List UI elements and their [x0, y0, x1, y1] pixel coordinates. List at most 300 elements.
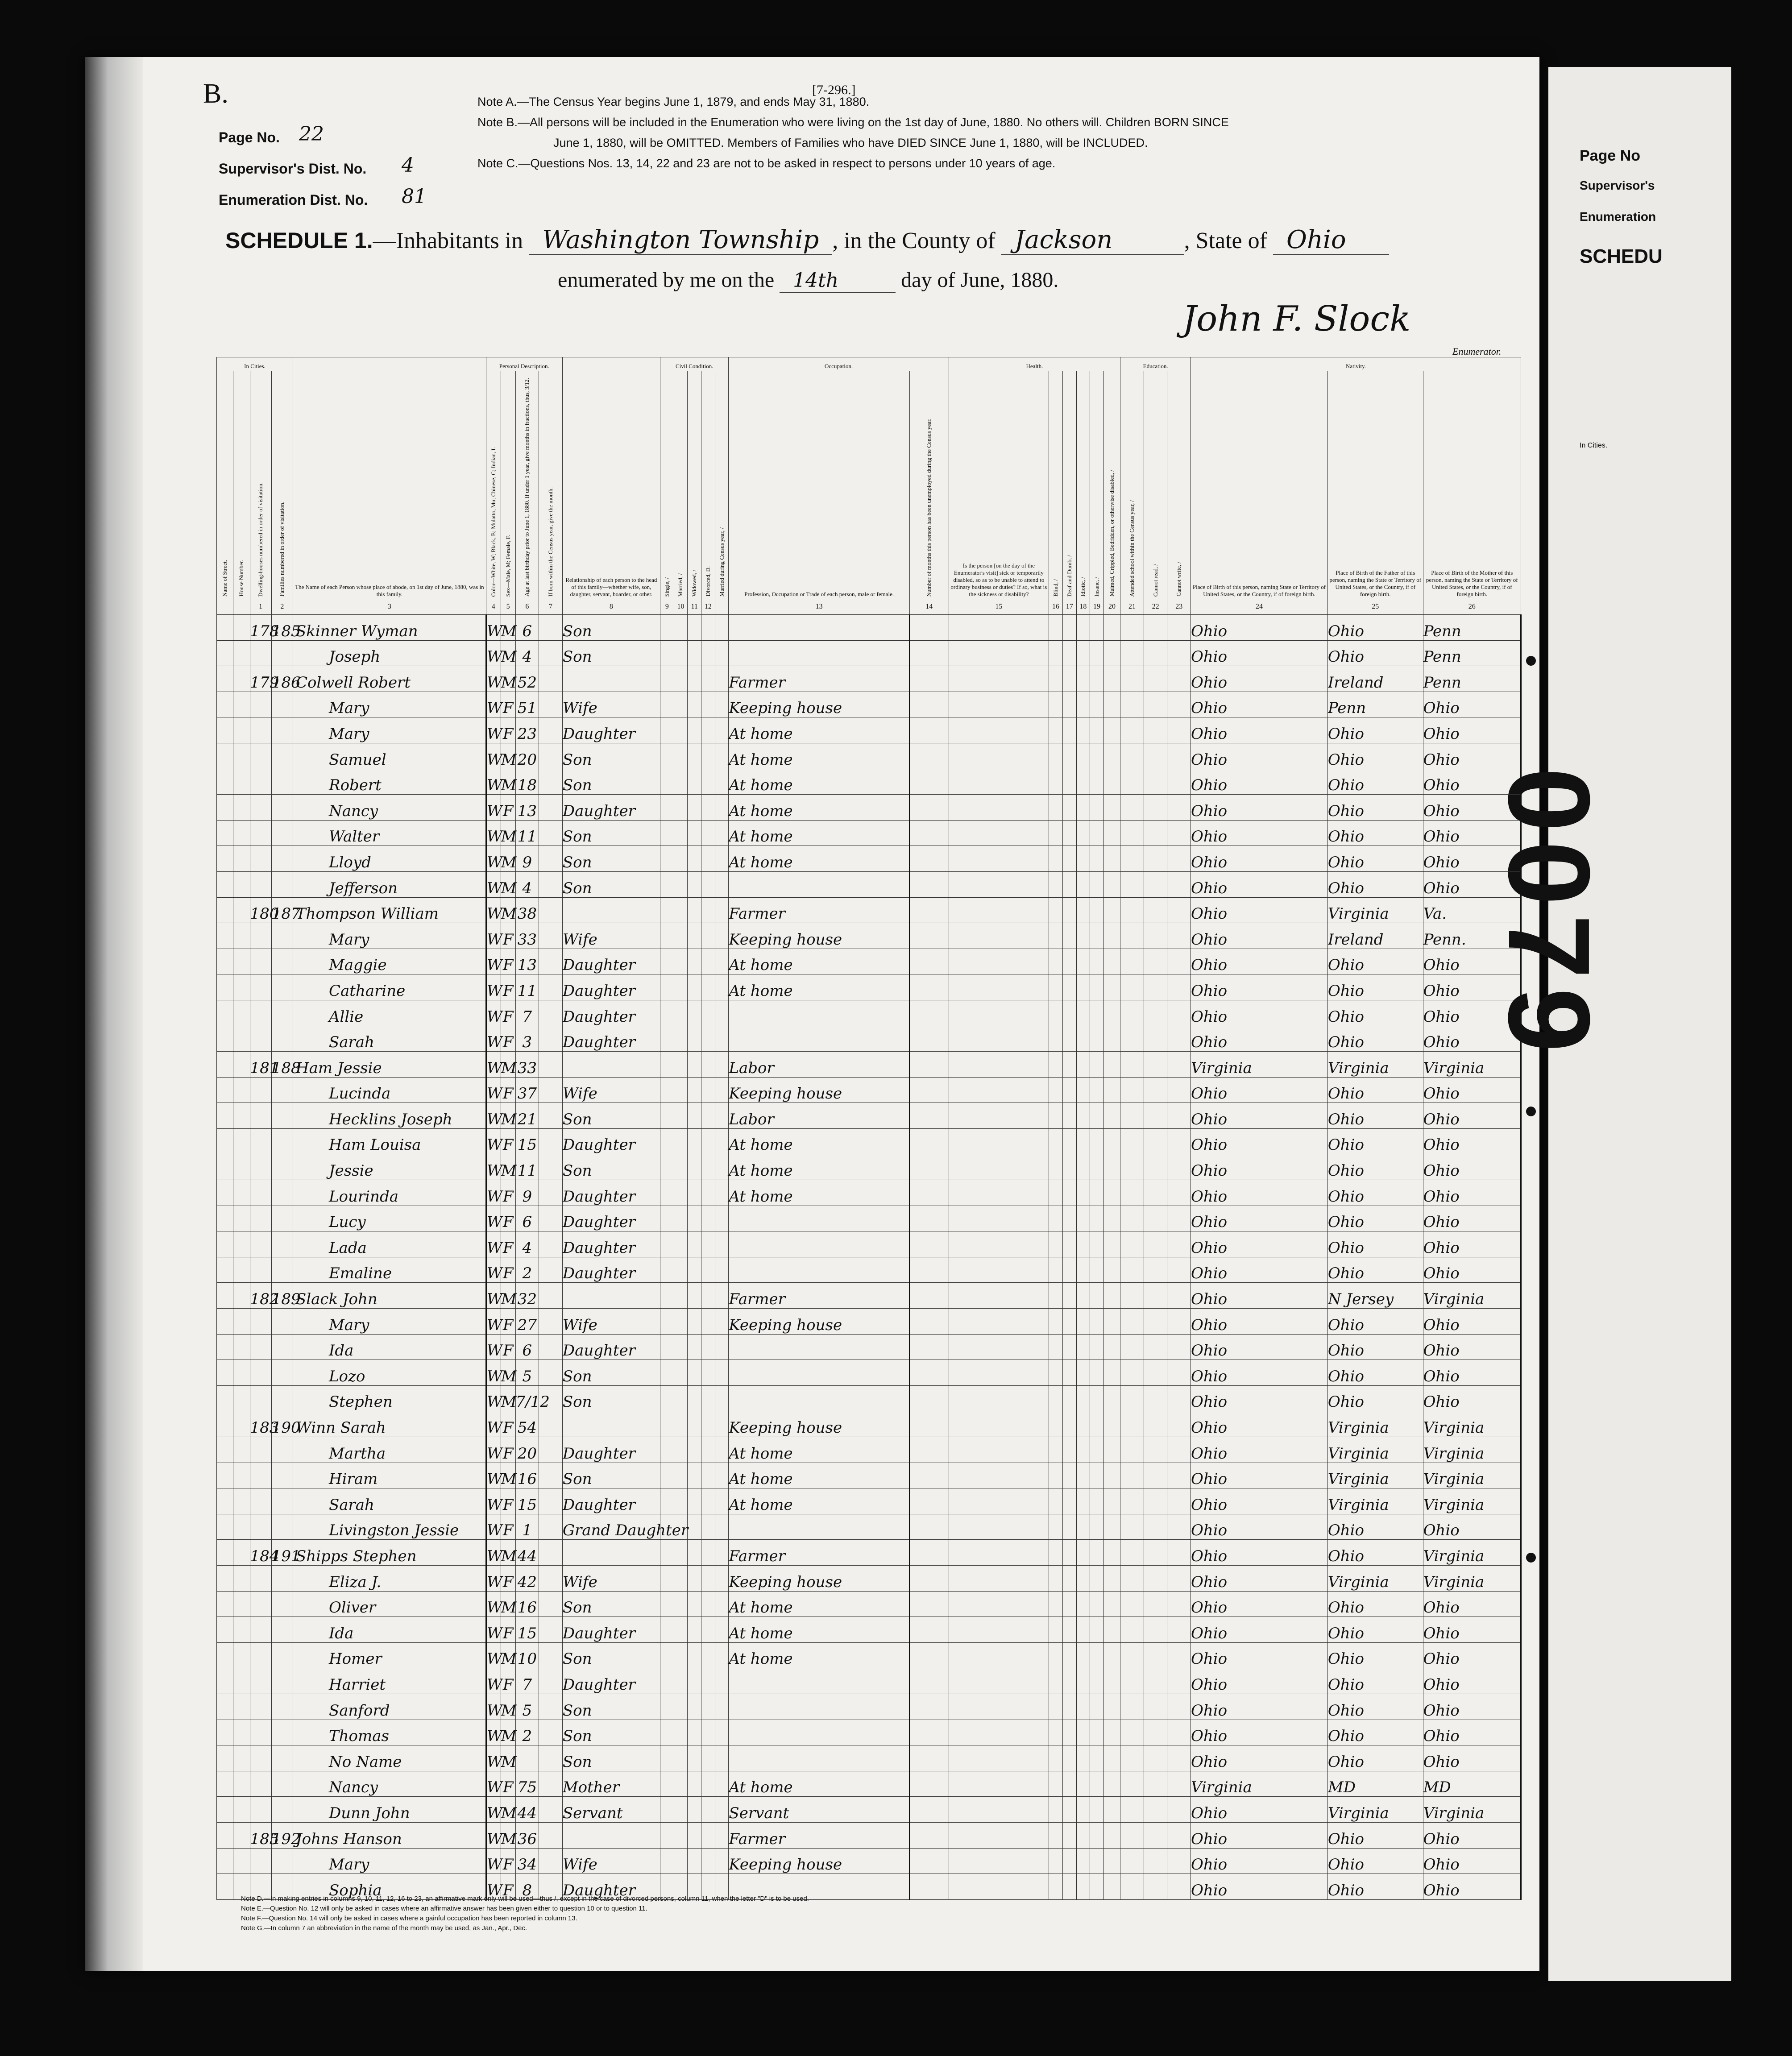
table-cell [1076, 666, 1090, 692]
cell-fpob: Ohio [1327, 1154, 1423, 1180]
table-cell [660, 1540, 674, 1566]
cell-fam [271, 1231, 293, 1257]
table-cell [1144, 1797, 1167, 1823]
table-cell [701, 1848, 715, 1874]
cell-mpob: Virginia [1423, 1565, 1521, 1591]
table-cell [539, 949, 563, 974]
table-cell [674, 795, 688, 821]
cell-sex: F [501, 1206, 515, 1231]
cell-name: Ida [293, 1617, 486, 1643]
table-cell [1090, 1283, 1104, 1309]
cell-sex: F [501, 1668, 515, 1694]
table-cell [1120, 1720, 1144, 1745]
table-cell [217, 1488, 233, 1514]
table-cell [1090, 1488, 1104, 1514]
table-cell [715, 1206, 729, 1231]
table-cell [688, 615, 701, 641]
adjacent-enumeration-label: Enumeration [1580, 210, 1656, 224]
table-row [217, 1180, 1521, 1206]
table-cell [909, 1514, 949, 1540]
cell-pob: Ohio [1191, 1334, 1328, 1360]
table-cell [949, 1000, 1049, 1026]
table-cell [1167, 1437, 1191, 1463]
table-cell [715, 1694, 729, 1720]
table-cell [1076, 795, 1090, 821]
cell-fpob: Virginia [1327, 1463, 1423, 1488]
table-cell [539, 717, 563, 743]
cell-name: Mary [293, 1309, 486, 1335]
cell-fpob: Ohio [1327, 820, 1423, 846]
table-cell [949, 897, 1049, 923]
table-cell [949, 846, 1049, 872]
table-cell [715, 1848, 729, 1874]
column-number: 18 [1076, 599, 1090, 615]
cell-fpob: Ohio [1327, 949, 1423, 974]
table-cell [688, 1206, 701, 1231]
table-cell [715, 1720, 729, 1745]
table-cell [233, 1000, 250, 1026]
table-cell [1167, 1771, 1191, 1797]
column-number: 12 [701, 599, 715, 615]
table-cell [1076, 1694, 1090, 1720]
cell-name: No Name [293, 1745, 486, 1771]
cell-color: W [486, 743, 501, 769]
table-cell [217, 1077, 233, 1103]
table-cell [1167, 1797, 1191, 1823]
cell-rel [562, 1283, 660, 1309]
cell-sex: M [501, 1052, 515, 1078]
cell-occ: At home [729, 743, 909, 769]
table-cell [217, 1617, 233, 1643]
cell-age [515, 1745, 539, 1771]
cell-pob: Ohio [1191, 1642, 1328, 1668]
cell-mpob: Ohio [1423, 769, 1521, 795]
table-cell [539, 1617, 563, 1643]
table-cell [1167, 1720, 1191, 1745]
cell-dw [250, 1334, 271, 1360]
table-cell [217, 1437, 233, 1463]
table-cell [909, 1000, 949, 1026]
table-cell [1144, 1077, 1167, 1103]
table-cell [1076, 820, 1090, 846]
table-cell [909, 717, 949, 743]
table-cell [1120, 1257, 1144, 1283]
cell-occ: Servant [729, 1797, 909, 1823]
table-cell [1090, 1206, 1104, 1231]
table-cell [1167, 1309, 1191, 1335]
column-header: Dwelling-houses numbered in order of visitation. [250, 371, 271, 599]
table-cell [1062, 1617, 1076, 1643]
table-cell [1062, 769, 1076, 795]
table-cell [909, 769, 949, 795]
table-cell [233, 1720, 250, 1745]
cell-sex: M [501, 1385, 515, 1411]
cell-mpob: Ohio [1423, 1642, 1521, 1668]
table-cell [688, 1257, 701, 1283]
column-number: 14 [909, 599, 949, 615]
table-cell [715, 1231, 729, 1257]
table-cell [539, 1206, 563, 1231]
table-cell [1120, 1077, 1144, 1103]
table-cell [701, 1154, 715, 1180]
cell-color: W [486, 769, 501, 795]
cell-sex: F [501, 1077, 515, 1103]
table-cell [674, 897, 688, 923]
cell-name: Ham Louisa [293, 1128, 486, 1154]
table-cell [1167, 1283, 1191, 1309]
cell-fam [271, 1642, 293, 1668]
cell-color: W [486, 1540, 501, 1566]
cell-color: W [486, 1206, 501, 1231]
table-cell [1049, 1720, 1063, 1745]
county-value: Jackson [1001, 225, 1184, 255]
cell-dw [250, 692, 271, 717]
table-cell [660, 1000, 674, 1026]
binder-hole [1526, 1553, 1536, 1563]
table-cell [539, 820, 563, 846]
table-cell [1144, 1745, 1167, 1771]
table-cell [1144, 1617, 1167, 1643]
table-cell [539, 1052, 563, 1078]
cell-age: 5 [515, 1694, 539, 1720]
table-cell [1120, 1180, 1144, 1206]
table-cell [1049, 1745, 1063, 1771]
table-cell [539, 1180, 563, 1206]
table-cell [1076, 1874, 1090, 1900]
cell-pob: Ohio [1191, 743, 1328, 769]
table-cell [1090, 1360, 1104, 1386]
table-cell [1120, 1771, 1144, 1797]
column-header: Blind, / [1049, 371, 1063, 599]
table-row [217, 1309, 1521, 1335]
table-cell [1090, 846, 1104, 872]
table-cell [539, 1026, 563, 1052]
table-cell [233, 1154, 250, 1180]
cell-age: 44 [515, 1540, 539, 1566]
cell-name: Sophia [293, 1874, 486, 1900]
table-cell [233, 1617, 250, 1643]
table-cell [1144, 1822, 1167, 1848]
cell-color: W [486, 1617, 501, 1643]
table-cell [660, 640, 674, 666]
table-cell [1076, 692, 1090, 717]
table-cell [715, 1822, 729, 1848]
table-cell [233, 1540, 250, 1566]
note-b: Note B.—All persons will be included in the Enumeration who were living on the 1st day of June, 1880. No others will. Children BORN SINCE [477, 116, 1229, 129]
table-cell [660, 820, 674, 846]
table-row [217, 1642, 1521, 1668]
cell-mpob: Penn [1423, 640, 1521, 666]
frame-number-stamp: 0079 [1484, 767, 1614, 1061]
table-cell [1103, 1514, 1120, 1540]
table-cell [1062, 820, 1076, 846]
table-cell [1120, 1231, 1144, 1257]
cell-mpob: Ohio [1423, 1720, 1521, 1745]
table-cell [1103, 1257, 1120, 1283]
table-cell [1120, 1334, 1144, 1360]
table-cell [660, 949, 674, 974]
table-cell [660, 871, 674, 897]
table-cell [1062, 615, 1076, 641]
table-cell [233, 1668, 250, 1694]
table-cell [1076, 1283, 1090, 1309]
table-cell [701, 871, 715, 897]
column-number: 16 [1049, 599, 1063, 615]
table-cell [701, 1488, 715, 1514]
cell-mpob: Penn. [1423, 923, 1521, 949]
cell-occ: Farmer [729, 1540, 909, 1566]
cell-pob: Ohio [1191, 1257, 1328, 1283]
table-cell [1049, 1591, 1063, 1617]
table-cell [1049, 1848, 1063, 1874]
table-cell [1090, 1103, 1104, 1129]
table-cell [1120, 615, 1144, 641]
cell-occ: At home [729, 769, 909, 795]
cell-mpob: Penn [1423, 615, 1521, 641]
table-cell [909, 1411, 949, 1437]
column-header: House Number. [233, 371, 250, 599]
cell-age: 27 [515, 1309, 539, 1335]
table-cell [674, 871, 688, 897]
cell-mpob: Ohio [1423, 1694, 1521, 1720]
table-cell [217, 1334, 233, 1360]
cell-pob: Ohio [1191, 820, 1328, 846]
cell-fpob: Ohio [1327, 1103, 1423, 1129]
table-cell [701, 974, 715, 1000]
column-header: Divorced, D. [701, 371, 715, 599]
table-cell [674, 820, 688, 846]
cell-sex: M [501, 743, 515, 769]
table-cell [1167, 769, 1191, 795]
table-cell [233, 1231, 250, 1257]
table-cell [233, 615, 250, 641]
column-number: 2 [271, 599, 293, 615]
cell-occ: Labor [729, 1103, 909, 1129]
table-cell [217, 923, 233, 949]
cell-fam [271, 1848, 293, 1874]
cell-dw [250, 923, 271, 949]
table-cell [539, 1745, 563, 1771]
table-cell [688, 666, 701, 692]
cell-dw [250, 1385, 271, 1411]
cell-fpob: Ireland [1327, 923, 1423, 949]
table-cell [1120, 1617, 1144, 1643]
cell-age: 11 [515, 1154, 539, 1180]
table-cell [1062, 1642, 1076, 1668]
table-cell [701, 1540, 715, 1566]
table-cell [1090, 974, 1104, 1000]
table-cell [949, 949, 1049, 974]
cell-fam: 190 [271, 1411, 293, 1437]
census-notes [477, 91, 1459, 174]
cell-fam [271, 743, 293, 769]
cell-rel: Daughter [562, 1231, 660, 1257]
table-cell [909, 795, 949, 821]
cell-age: 2 [515, 1720, 539, 1745]
cell-sex: F [501, 923, 515, 949]
cell-pob: Ohio [1191, 1077, 1328, 1103]
table-cell [1103, 1283, 1120, 1309]
table-cell [715, 1797, 729, 1823]
cell-dw [250, 1642, 271, 1668]
cell-sex: F [501, 1411, 515, 1437]
table-cell [217, 1026, 233, 1052]
column-header: Place of Birth of the Father of this person, naming the State or Territory of United States, or the Country, if of foreign birth. [1327, 371, 1423, 599]
table-cell [217, 1385, 233, 1411]
table-cell [701, 666, 715, 692]
cell-fam [271, 1771, 293, 1797]
cell-color: W [486, 1848, 501, 1874]
cell-dw [250, 949, 271, 974]
table-cell [1090, 1540, 1104, 1566]
form-id: [7-296.] [812, 83, 856, 97]
table-cell [701, 1103, 715, 1129]
table-cell [233, 949, 250, 974]
table-cell [1062, 1848, 1076, 1874]
cell-dw [250, 1000, 271, 1026]
table-cell [1076, 1617, 1090, 1643]
cell-name: Dunn John [293, 1797, 486, 1823]
table-cell [701, 692, 715, 717]
cell-dw [250, 1154, 271, 1180]
table-cell [1049, 1874, 1063, 1900]
table-cell [701, 1180, 715, 1206]
cell-age: 6 [515, 1206, 539, 1231]
table-cell [233, 846, 250, 872]
cell-dw [250, 1617, 271, 1643]
table-cell [674, 1257, 688, 1283]
table-cell [688, 1617, 701, 1643]
cell-pob: Virginia [1191, 1771, 1328, 1797]
cell-sex: F [501, 1026, 515, 1052]
table-cell [1062, 1771, 1076, 1797]
cell-name: Livingston Jessie [293, 1514, 486, 1540]
cell-color: W [486, 692, 501, 717]
column-header: Number of months this person has been unemployed during the Census year. [909, 371, 949, 599]
cell-pob: Ohio [1191, 871, 1328, 897]
cell-age: 51 [515, 692, 539, 717]
table-cell [715, 1103, 729, 1129]
table-cell [701, 949, 715, 974]
cell-rel: Daughter [562, 1257, 660, 1283]
table-cell [1049, 769, 1063, 795]
column-number: 3 [293, 599, 486, 615]
cell-fpob: Ohio [1327, 1822, 1423, 1848]
table-cell [688, 974, 701, 1000]
table-cell [217, 1642, 233, 1668]
table-cell [1076, 1128, 1090, 1154]
table-cell [1062, 666, 1076, 692]
table-cell [688, 1334, 701, 1360]
table-cell [1090, 1128, 1104, 1154]
table-cell [701, 1642, 715, 1668]
table-row [217, 871, 1521, 897]
cell-fpob: Virginia [1327, 1411, 1423, 1437]
table-cell [1076, 1103, 1090, 1129]
table-cell [1144, 615, 1167, 641]
cell-sex: F [501, 1514, 515, 1540]
cell-fam [271, 1257, 293, 1283]
table-cell [217, 871, 233, 897]
cell-mpob: Ohio [1423, 1231, 1521, 1257]
table-cell [1103, 1128, 1120, 1154]
cell-name: Lucinda [293, 1077, 486, 1103]
table-cell [660, 769, 674, 795]
table-cell [660, 1771, 674, 1797]
cell-color: W [486, 1283, 501, 1309]
table-cell [701, 795, 715, 821]
cell-occ [729, 1360, 909, 1386]
table-cell [949, 1257, 1049, 1283]
table-cell [1076, 897, 1090, 923]
cell-mpob: Ohio [1423, 1257, 1521, 1283]
table-cell [660, 1488, 674, 1514]
table-cell [1049, 1642, 1063, 1668]
cell-sex: M [501, 1360, 515, 1386]
cell-rel: Wife [562, 1077, 660, 1103]
table-cell [701, 1797, 715, 1823]
cell-sex: F [501, 1231, 515, 1257]
table-cell [539, 1283, 563, 1309]
table-cell [1062, 1540, 1076, 1566]
table-cell [674, 1771, 688, 1797]
table-cell [1144, 743, 1167, 769]
cell-fam [271, 692, 293, 717]
table-cell [1062, 846, 1076, 872]
cell-mpob: Ohio [1423, 1128, 1521, 1154]
table-cell [1076, 846, 1090, 872]
table-cell [539, 1103, 563, 1129]
table-cell [660, 1617, 674, 1643]
table-cell [1090, 1463, 1104, 1488]
table-cell [1049, 1154, 1063, 1180]
table-cell [660, 897, 674, 923]
cell-sex: M [501, 1463, 515, 1488]
table-row [217, 1848, 1521, 1874]
cell-dw [250, 1797, 271, 1823]
table-cell [660, 743, 674, 769]
table-cell [1062, 640, 1076, 666]
cell-occ: At home [729, 1591, 909, 1617]
table-cell [1103, 1694, 1120, 1720]
cell-dw [250, 974, 271, 1000]
cell-rel: Son [562, 615, 660, 641]
cell-pob: Ohio [1191, 769, 1328, 795]
cell-age: 5 [515, 1360, 539, 1386]
table-cell [1120, 923, 1144, 949]
cell-sex: M [501, 615, 515, 641]
cell-name: Mary [293, 717, 486, 743]
cell-fam: 189 [271, 1283, 293, 1309]
table-cell [1076, 1411, 1090, 1437]
table-cell [233, 1565, 250, 1591]
table-cell [688, 1385, 701, 1411]
table-cell [909, 1822, 949, 1848]
table-cell [217, 615, 233, 641]
table-cell [1167, 871, 1191, 897]
table-cell [909, 692, 949, 717]
table-cell [688, 717, 701, 743]
cell-occ [729, 615, 909, 641]
cell-occ: Farmer [729, 897, 909, 923]
cell-occ: Labor [729, 1052, 909, 1078]
table-cell [1144, 1154, 1167, 1180]
table-cell [1062, 692, 1076, 717]
cell-age: 15 [515, 1128, 539, 1154]
table-cell [674, 1206, 688, 1231]
table-cell [539, 1540, 563, 1566]
table-cell [1049, 1206, 1063, 1231]
